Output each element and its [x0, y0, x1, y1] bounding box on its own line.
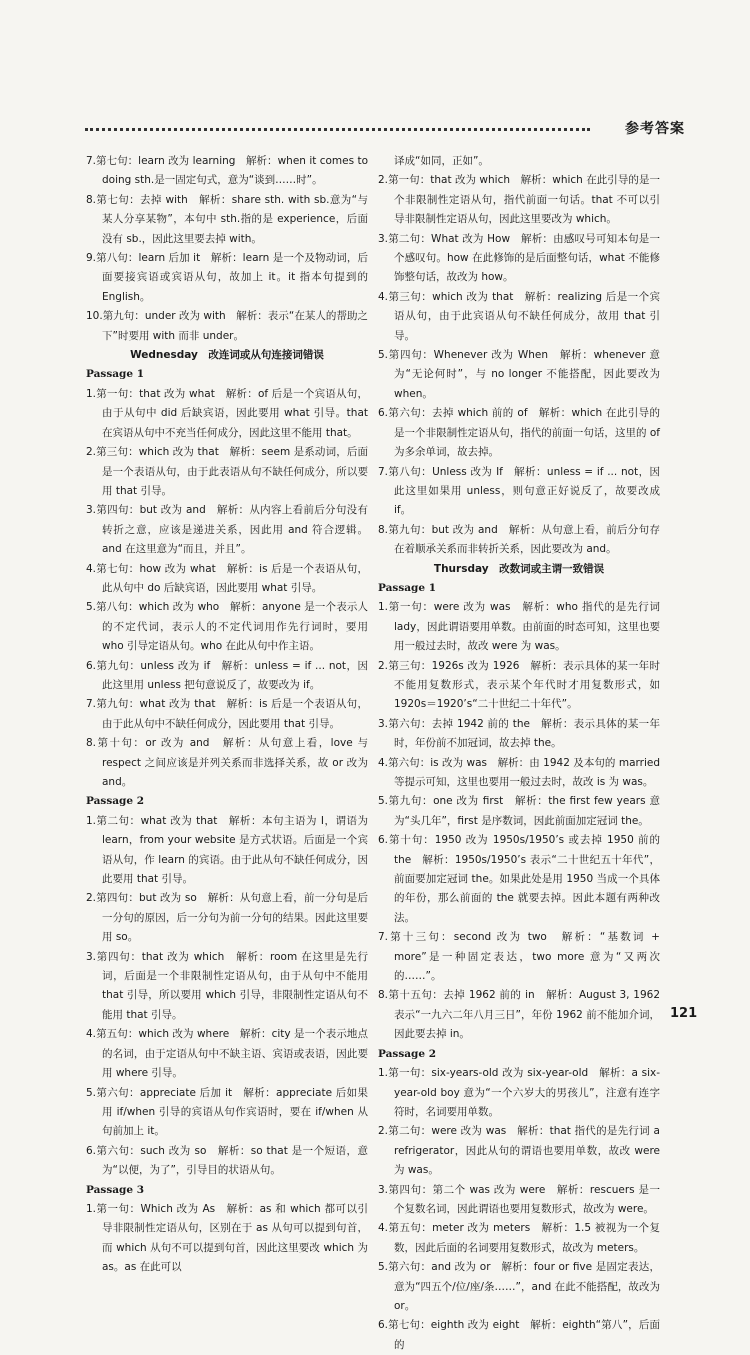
answer-item: 7.第九句：what 改为 that 解析：is 后是一个表语从句，由于此从句中不缺任何成分，因此要用 that 引导。 [86, 698, 368, 730]
passage-heading: Passage 1 [378, 581, 437, 594]
answer-item: 6.第六句：such 改为 so 解析：so that 是一个短语，意为“以便，为了”，引导目的状语从句。 [86, 1144, 368, 1177]
answer-item: 6.第七句：eighth 改为 eight 解析：eighth“第八”，后面的 [378, 1319, 660, 1351]
answer-item: 1.第一句：that 改为 what 解析：of 后是一个宾语从句，由于从句中 did 后缺宾语，因此要用 what 引导。that 在宾语从句中不充当任何成分，因此这里不能用 that。 [86, 387, 368, 439]
answer-item: 2.第四句：but 改为 so 解析：从句意上看，前一分句是后一分句的原因，后一分句为前一分句的结果。因此这里要用 so。 [86, 892, 368, 944]
passage-heading: Passage 2 [86, 795, 145, 808]
answer-continuation: 译成“如同，正如”。 [394, 155, 489, 167]
left-column [86, 152, 368, 1278]
answer-item: 1.第一句：six-years-old 改为 six-year-old 解析：a six-year-old boy 意为“一个六岁大的男孩儿”，注意有连字符时，名词要用单数。 [378, 1067, 660, 1118]
answer-item: 7.第七句：learn 改为 learning 解析：when it comes to doing sth.是一固定句式，意为“谈到……时”。 [86, 155, 368, 187]
answer-item: 3.第四句：第二个 was 改为 were 解析：rescuers 是一个复数名词，因此谓语也要用复数形式，故改为 were。 [378, 1183, 660, 1215]
page-number: 121 [670, 1006, 698, 1021]
answer-item: 6.第九句：unless 改为 if 解析：unless = if ... not，因此这里用 unless 把句意说反了，故要改为 if。 [86, 659, 368, 691]
answer-item: 4.第五句：which 改为 where 解析：city 是一个表示地点的名词，由于定语从句中不缺主语、宾语或表语，因此要用 where 引导。 [86, 1028, 368, 1080]
passage-heading: Passage 3 [86, 1183, 145, 1196]
answer-item: 8.第十句：or 改为 and 解析：从句意上看，love 与 respect 之间应该是并列关系而非选择关系，故 or 改为 and。 [86, 737, 368, 788]
answer-item: 2.第二句：were 改为 was 解析：that 指代的是先行词 a refrigerator，因此从句的谓语也要用单数，故改 were 为 was。 [378, 1125, 660, 1177]
page-header [85, 118, 685, 140]
passage-heading: Passage 1 [86, 368, 145, 381]
answer-item: 8.第九句：but 改为 and 解析：从句意上看，前后分句存在着顺承关系而非转折关系，因此要改为 and。 [378, 523, 660, 556]
answer-item: 7.第十三句：second 改为 two 解析：“基数词 + more”是一种固定表达，two more 意为“又两次的……”。 [378, 931, 660, 983]
answer-item: 4.第五句：meter 改为 meters 解析：1.5 被视为一个复数，因此后面的名词要用复数形式，故改为 meters。 [378, 1222, 660, 1254]
section-heading: Thursday 改数词或主谓一致错误 [433, 562, 605, 575]
answer-item: 7.第八句：Unless 改为 If 解析：unless = if ... not，因此这里如果用 unless，则句意正好说反了，故要改成 if。 [378, 465, 660, 517]
answer-item: 4.第三句：which 改为 that 解析：realizing 后是一个宾语从句，由于此宾语从句不缺任何成分，故用 that 引导。 [378, 290, 660, 342]
answer-item: 8.第七句：去掉 with 解析：share sth. with sb.意为“与某人分享某物”，本句中 sth.指的是 experience，后面没有 sb.，因此这里要去掉 with。 [86, 193, 368, 245]
answer-item: 2.第三句：which 改为 that 解析：seem 是系动词，后面是一个表语从句，由于此表语从句不缺任何成分，所以要用 that 引导。 [86, 446, 368, 497]
answer-item: 8.第十五句：去掉 1962 前的 in 解析：August 3, 1962 表示“一九六二年八月三日”，年份 1962 前不能加介词，因此要去掉 in。 [378, 989, 660, 1041]
answer-item: 6.第十句：1950 改为 1950s/1950’s 或去掉 1950 前的 the 解析：1950s/1950’s 表示“二十世纪五十年代”，前面要加定冠词 the。如果此处是用 1950 当成一个具体的年份，那么前面的 the 就要去掉。因此本题有两种改法。 [378, 834, 660, 924]
answer-item: 4.第七句：how 改为 what 解析：is 后是一个表语从句，此从句中 do 后缺宾语，因此要用 what 引导。 [86, 562, 368, 594]
answer-item: 1.第一句：were 改为 was 解析：who 指代的是先行词 lady，因此谓语要用单数。由前面的时态可知，这里也要用一般过去时，故改 were 为 was。 [378, 601, 660, 653]
answer-item: 3.第六句：去掉 1942 前的 the 解析：表示具体的某一年时，年份前不加冠词，故去掉 the。 [378, 717, 660, 750]
answer-item: 5.第九句：one 改为 first 解析：the first few years 意为“头几年”，first 是序数词，因此前面加定冠词 the。 [378, 795, 660, 827]
passage-heading: Passage 2 [378, 1047, 437, 1060]
section-heading: Wednesday 改连词或从句连接词错误 [130, 349, 324, 362]
header-title: 参考答案 [625, 121, 685, 137]
right-column [378, 152, 660, 1355]
answer-item: 4.第六句：is 改为 was 解析：由 1942 及本句的 married 等提示可知，这里也要用一般过去时，故改 is 为 was。 [378, 756, 660, 788]
answer-item: 3.第四句：that 改为 which 解析：room 在这里是先行词，后面是一个非限制性定语从句，由于从句中不能用 that 引导，所以要用 which 引导，非限制性定语从句不能用 that 引导。 [86, 950, 368, 1021]
answer-item: 9.第八句：learn 后加 it 解析：learn 是一个及物动词，后面要接宾语或宾语从句，故加上 it。it 指本句提到的 English。 [86, 252, 368, 303]
answer-item: 5.第六句：and 改为 or 解析：four or five 是固定表达，意为“四五个/位/座/条……”，and 在此不能搭配，故改为 or。 [378, 1261, 660, 1312]
answer-item: 3.第二句：What 改为 How 解析：由感叹号可知本句是一个感叹句。how 在此修饰的是后面整句话，what 不能修饰整句话，故改为 how。 [378, 232, 660, 284]
answer-item: 5.第四句：Whenever 改为 When 解析：whenever 意为“无论何时”，与 no longer 不能搭配，因此要改为 when。 [378, 349, 660, 400]
answer-item: 3.第四句：but 改为 and 解析：从内容上看前后分句没有转折之意，应该是递进关系，因此用 and 符合逻辑。and 在这里意为“而且，并且”。 [86, 504, 368, 556]
dotted-rule [85, 128, 590, 131]
answer-item: 5.第六句：appreciate 后加 it 解析：appreciate 后如果用 if/when 引导的宾语从句作宾语时，要在 if/when 从句前加上 it。 [86, 1086, 368, 1138]
answer-item: 10.第九句：under 改为 with 解析：表示“在某人的帮助之下”时要用 with 而非 under。 [86, 310, 368, 342]
answer-item: 2.第三句：1926s 改为 1926 解析：表示具体的某一年时不能用复数形式，表示某个年代时才用复数形式，如 1920s＝1920’s“二十世纪二十年代”。 [378, 659, 660, 711]
answer-item: 1.第一句：Which 改为 As 解析：as 和 which 都可以引导非限制性定语从句，区别在于 as 从句可以提到句首，而 which 从句不可以提到句首，因此这里要改 which 为 as。as 在此可以 [86, 1202, 368, 1274]
answer-item: 5.第八句：which 改为 who 解析：anyone 是一个表示人的不定代词，表示人的不定代词用作先行词时，要用 who 引导定语从句。who 在此从句中作主语。 [86, 601, 368, 653]
answer-item: 2.第一句：that 改为 which 解析：which 在此引导的是一个非限制性定语从句，指代前面一句话。that 不可以引导非限制性定语从句，因此这里要改为 which。 [378, 174, 660, 226]
answer-item: 1.第二句：what 改为 that 解析：本句主语为 I，谓语为 learn，from your website 是方式状语。后面是一个宾语从句，作 learn 的宾语。由于此从句不缺任何成分，因此要用 that 引导。 [86, 814, 368, 886]
answer-item: 6.第六句：去掉 which 前的 of 解析：which 在此引导的是一个非限制性定语从句，指代的前面一句话，这里的 of 为多余单词，故去掉。 [378, 407, 660, 459]
